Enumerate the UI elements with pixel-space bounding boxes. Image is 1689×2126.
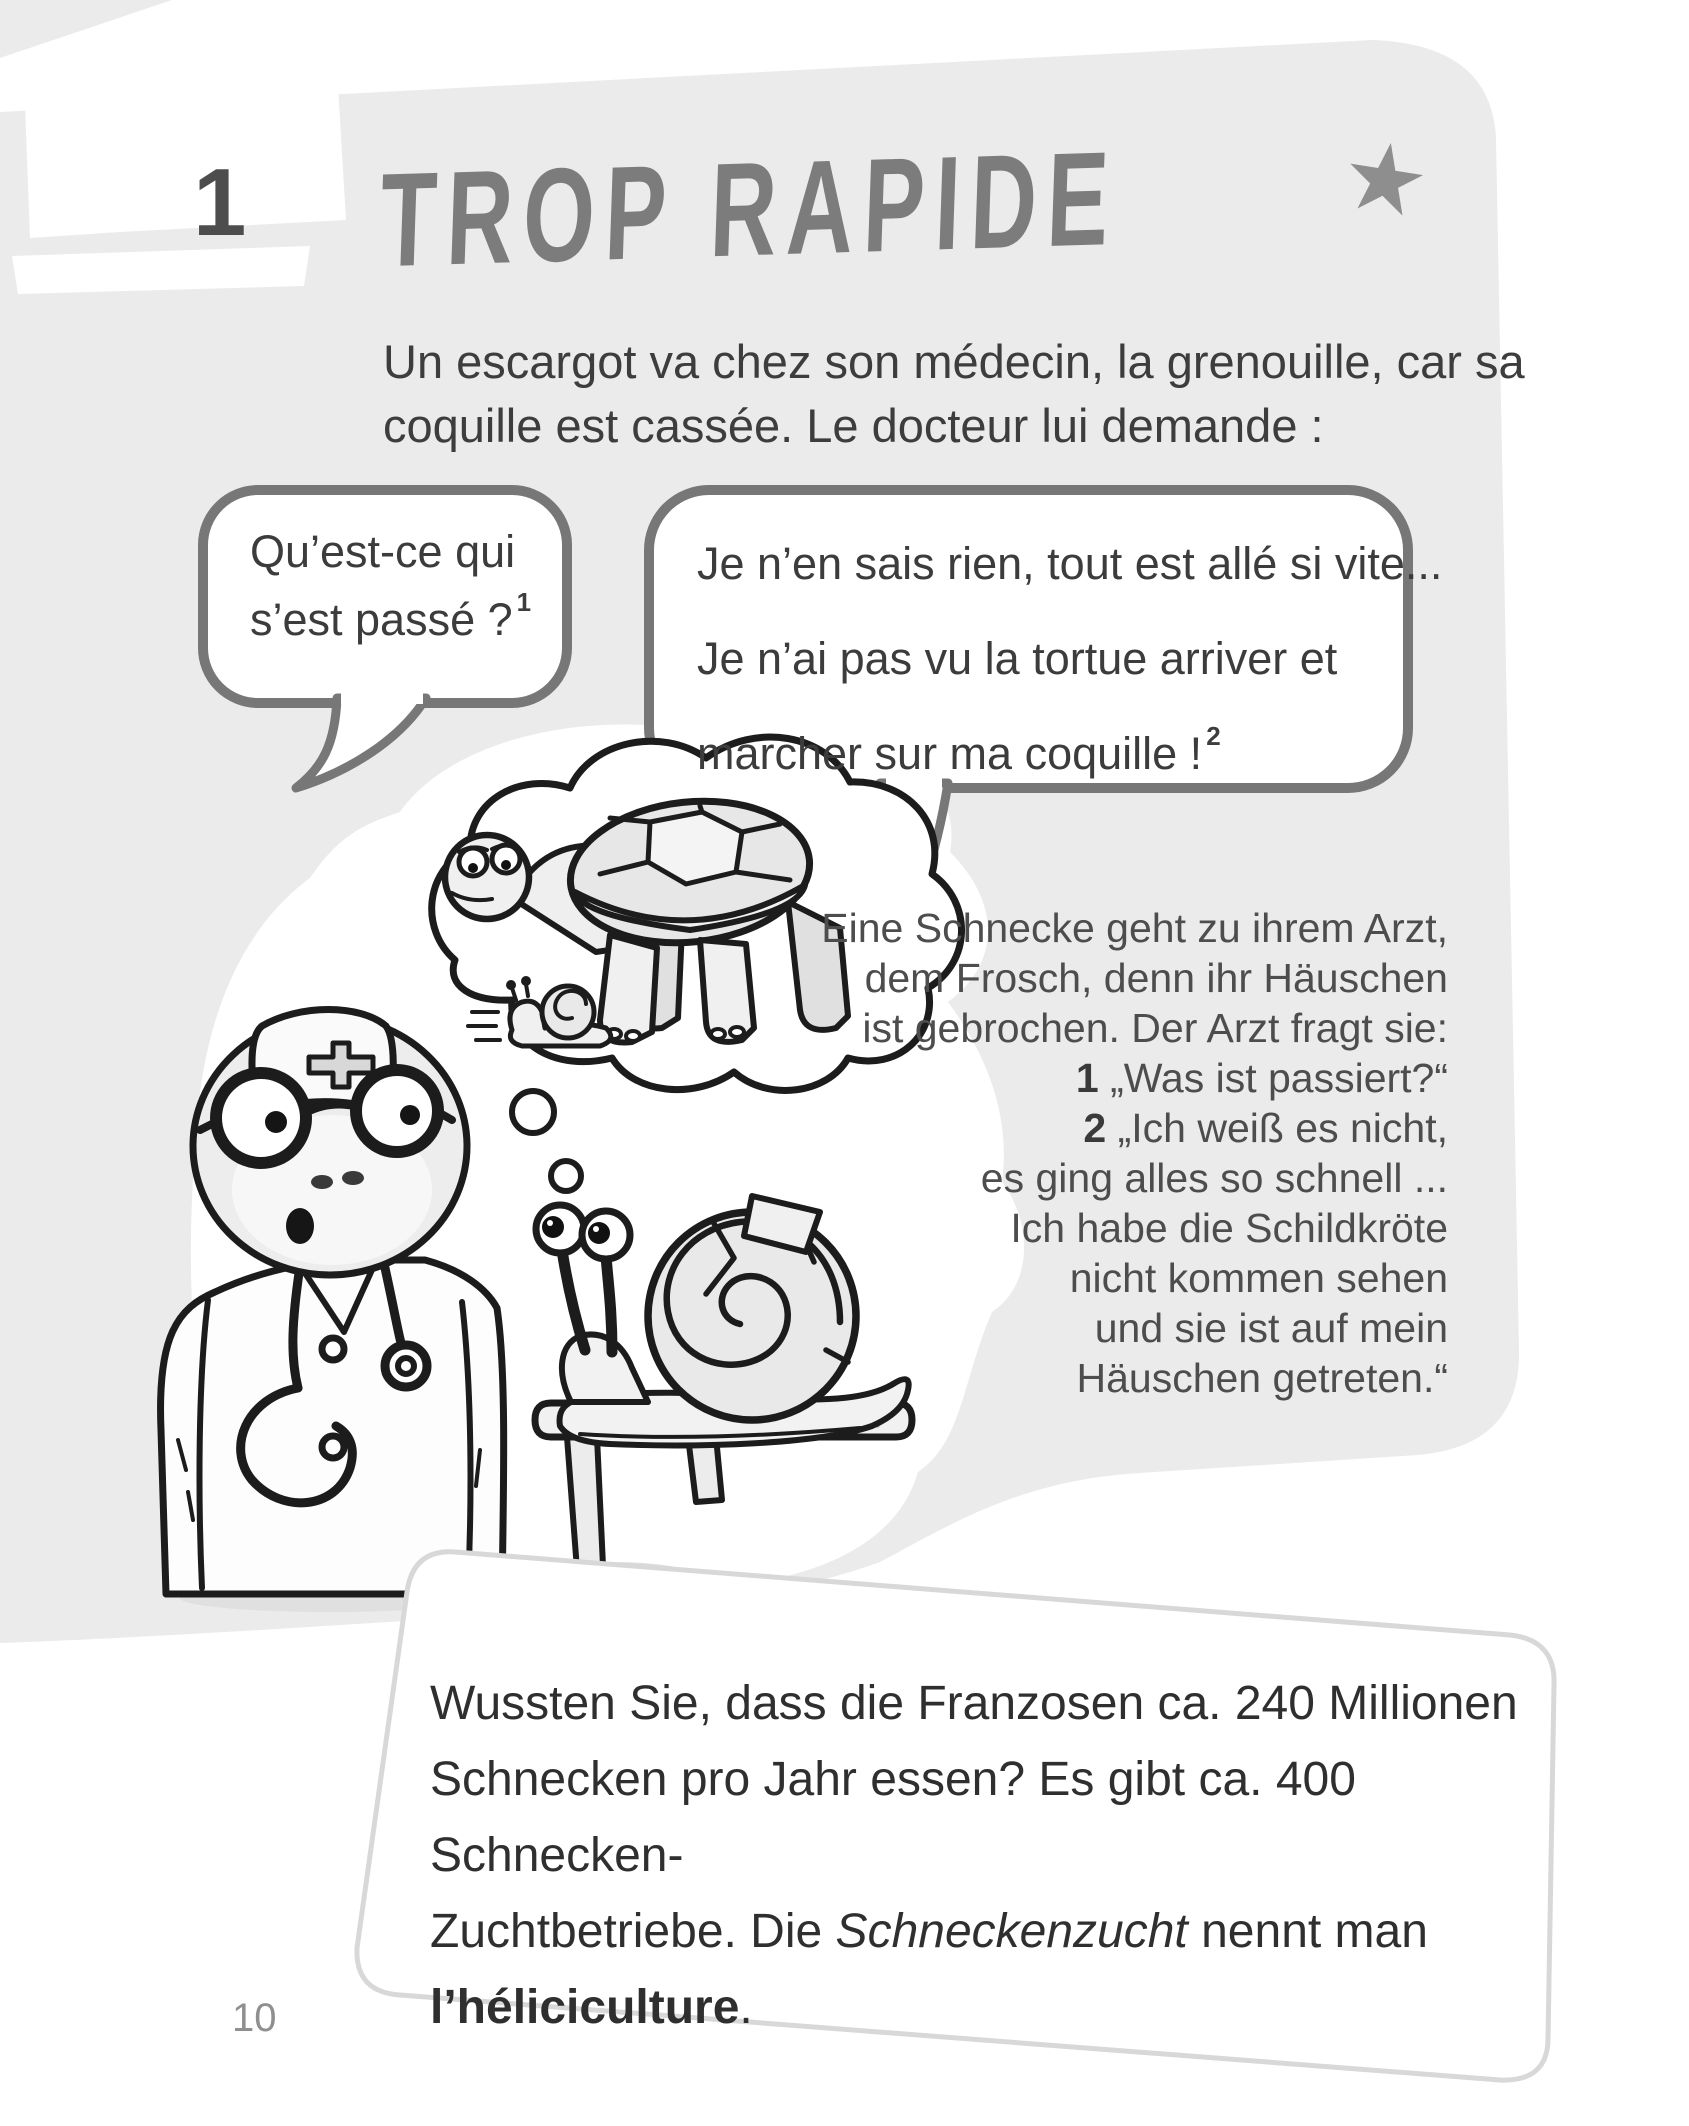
thought-bubble-small xyxy=(551,1161,581,1191)
frog-doctor-icon xyxy=(161,1010,504,1613)
translation-line xyxy=(808,1103,1448,1153)
translation-line-text: Ich habe die Schildkröte xyxy=(1010,1205,1448,1251)
footnote-2: 2 xyxy=(1206,721,1221,751)
gray-corner-sliver xyxy=(0,0,172,58)
translation-line-text: „Ich weiß es nicht, xyxy=(1106,1105,1448,1151)
intro-text-fr xyxy=(383,330,1525,458)
translation-line xyxy=(808,1003,1448,1053)
chapter-title: TROP RAPIDE xyxy=(377,125,1121,296)
fact-box-line-1: Wussten Sie, dass die Franzosen ca. 240 Millionen xyxy=(430,1677,1518,1730)
speech-bubble-doctor xyxy=(250,518,531,660)
fact-box-line-3-post: nennt man xyxy=(1187,1905,1428,1958)
translation-line-text: nicht kommen sehen xyxy=(1069,1255,1448,1301)
snail-bubble-line-3 xyxy=(697,706,1442,808)
fact-box-line-4-bold: l’héliciculture xyxy=(430,1981,740,2034)
translation-line xyxy=(808,1153,1448,1203)
fact-box-line-4 xyxy=(430,1970,1560,2046)
snail-bubble-line-1: Je n’en sais rien, tout est allé si vite... xyxy=(697,538,1443,589)
thought-bubble-large xyxy=(512,1091,554,1133)
doctor-bubble-line-2-text: s’est passé ? xyxy=(250,594,513,645)
fact-box-line-3-italic: Schneckenzucht xyxy=(835,1905,1188,1958)
chapter-number: 1 xyxy=(193,149,247,256)
speech-bubble-snail xyxy=(697,516,1442,808)
translation-line xyxy=(808,1203,1448,1253)
doctor-bubble-line-2 xyxy=(250,586,531,660)
translation-line xyxy=(808,903,1448,953)
translation-line-text: ist gebrochen. Der Arzt fragt sie: xyxy=(862,1005,1448,1051)
fact-box xyxy=(430,1666,1560,2046)
translation-line xyxy=(808,1253,1448,1303)
translation-bold-num: 2 xyxy=(1083,1105,1107,1151)
translation-bold-num: 1 xyxy=(1075,1055,1099,1101)
translation-line-text: Häuschen getreten.“ xyxy=(1076,1355,1448,1401)
snail-bubble-line-2: Je n’ai pas vu la tortue arriver et xyxy=(697,633,1338,684)
intro-line-2: coquille est cassée. Le docteur lui demande : xyxy=(383,399,1324,452)
intro-line-1: Un escargot va chez son médecin, la grenouille, car sa xyxy=(383,335,1525,388)
fact-box-line-3 xyxy=(430,1894,1560,1970)
translation-line xyxy=(808,1053,1448,1103)
doctor-bubble-line-1: Qu’est-ce qui xyxy=(250,526,516,577)
footnote-1: 1 xyxy=(516,587,532,617)
fact-box-line-2: Schnecken pro Jahr essen? Es gibt ca. 400 Schnecken- xyxy=(430,1753,1356,1882)
translation-line-text: und sie ist auf mein xyxy=(1094,1305,1448,1351)
page-number: 10 xyxy=(232,1996,277,2040)
translation-line xyxy=(808,953,1448,1003)
translation-line-text: „Was ist passiert?“ xyxy=(1098,1055,1448,1101)
star-icon: ★ xyxy=(1334,119,1436,240)
translation-line xyxy=(808,1353,1448,1403)
fact-box-line-3-pre: Zuchtbetriebe. Die xyxy=(430,1905,836,1958)
translation-line-text: es ging alles so schnell ... xyxy=(980,1155,1448,1201)
fact-box-line-4-post: . xyxy=(739,1981,753,2034)
snail-bubble-line-3-text: marcher sur ma coquille ! xyxy=(697,728,1203,779)
translation-line xyxy=(808,1303,1448,1353)
brush-stroke-patch xyxy=(25,86,346,238)
translation-line-text: dem Frosch, denn ihr Häuschen xyxy=(864,955,1448,1001)
translation-line-text: Eine Schnecke geht zu ihrem Arzt, xyxy=(821,905,1448,951)
translation-de xyxy=(808,903,1448,1403)
